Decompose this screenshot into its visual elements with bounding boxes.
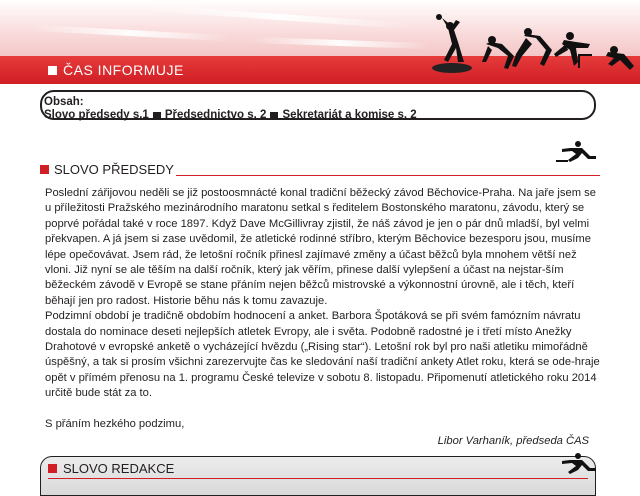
article-greeting: S přáním hezkého podzimu,	[45, 417, 185, 430]
table-of-contents	[40, 90, 596, 120]
toc-heading: Obsah:	[44, 96, 84, 108]
article-signature: Libor Varhaník, předseda ČAS	[437, 435, 589, 448]
square-bullet-icon	[153, 112, 161, 120]
article-paragraph: Podzimní období je tradičně obdobím hodnocení a anket. Barbora Špotáková se při svém famózním návratu dostala do nominace deseti nejlepších atletek Evropy, ale i světa. Podobně radostné je i třetí místo Anežky Drahotové v evropské anketě o vycházející hvězdu („Rising star“). Letošní rok byl pro naši atletiku mimořádně úspěšný, a tak si prosím všichni zarezervujte čas ke sledování naší tradiční ankety Atlet roku, která se ode-hraje opět v přímém přenosu na 1. programu České televize v sobotu 8. listopadu. Připomenutí atletického roku 2014 určitě bude stát za to.	[45, 310, 600, 400]
article-paragraph: Poslední zářijovou neděli se již postoosmnácté konal tradiční běžecký závod Běchovice-Praha. Na jaře jsem se u příležitosti Pražského mezinárodního maratonu setkal s ředitelem Bostonského maratonu, závodu, který se poprvé pořádal také v roce 1897. Když Dave McGillivray zjistil, že náš závod je jen o pár dnů mladší, byl velmi překvapen. A já jsem si zase uvědomil, že atletické rodinné stříbro, kterým Běchovice bezesporu jsou, musíme lépe opečovávat. Jsem rád, že letošní ročník přinesl zajímavé změny a účast běžců byla mnohem větší než vloni. Již nyní se ale těším na další ročník, který jak věřím, přinese další vylepšení a účast na nejstar-ším běžeckém závodě v Evropě se stane přáním nejen běžců mistrovské a výkonnostní úrovně, ale i těch, kteří běhají jen pro radost. Historie běhu nás k tomu zavazuje.	[45, 187, 596, 307]
toc-item[interactable]: Sekretariát a komise s. 2	[282, 109, 417, 121]
square-bullet-icon	[40, 165, 49, 174]
runner-icon	[552, 134, 602, 164]
page-title	[48, 62, 184, 78]
page-title-text: ČAS INFORMUJE	[63, 62, 184, 78]
section-title: SLOVO PŘEDSEDY	[54, 161, 174, 177]
toc-item[interactable]: Předsednictvo s. 2	[164, 109, 267, 121]
square-bullet-icon	[48, 66, 57, 75]
section-title: SLOVO REDAKCE	[63, 461, 175, 476]
section-heading-slovo-predsedy	[40, 160, 600, 178]
article-body	[45, 186, 605, 450]
square-bullet-icon	[270, 112, 278, 120]
section-divider	[48, 478, 588, 479]
athletes-silhouette-icon	[428, 14, 640, 84]
square-bullet-icon	[48, 464, 57, 473]
runner-icon	[552, 446, 602, 476]
toc-item[interactable]: Slovo předsedy s.1	[44, 109, 149, 121]
section-heading-slovo-redakce	[48, 461, 174, 476]
section-divider	[176, 175, 600, 176]
toc-items	[44, 109, 594, 122]
